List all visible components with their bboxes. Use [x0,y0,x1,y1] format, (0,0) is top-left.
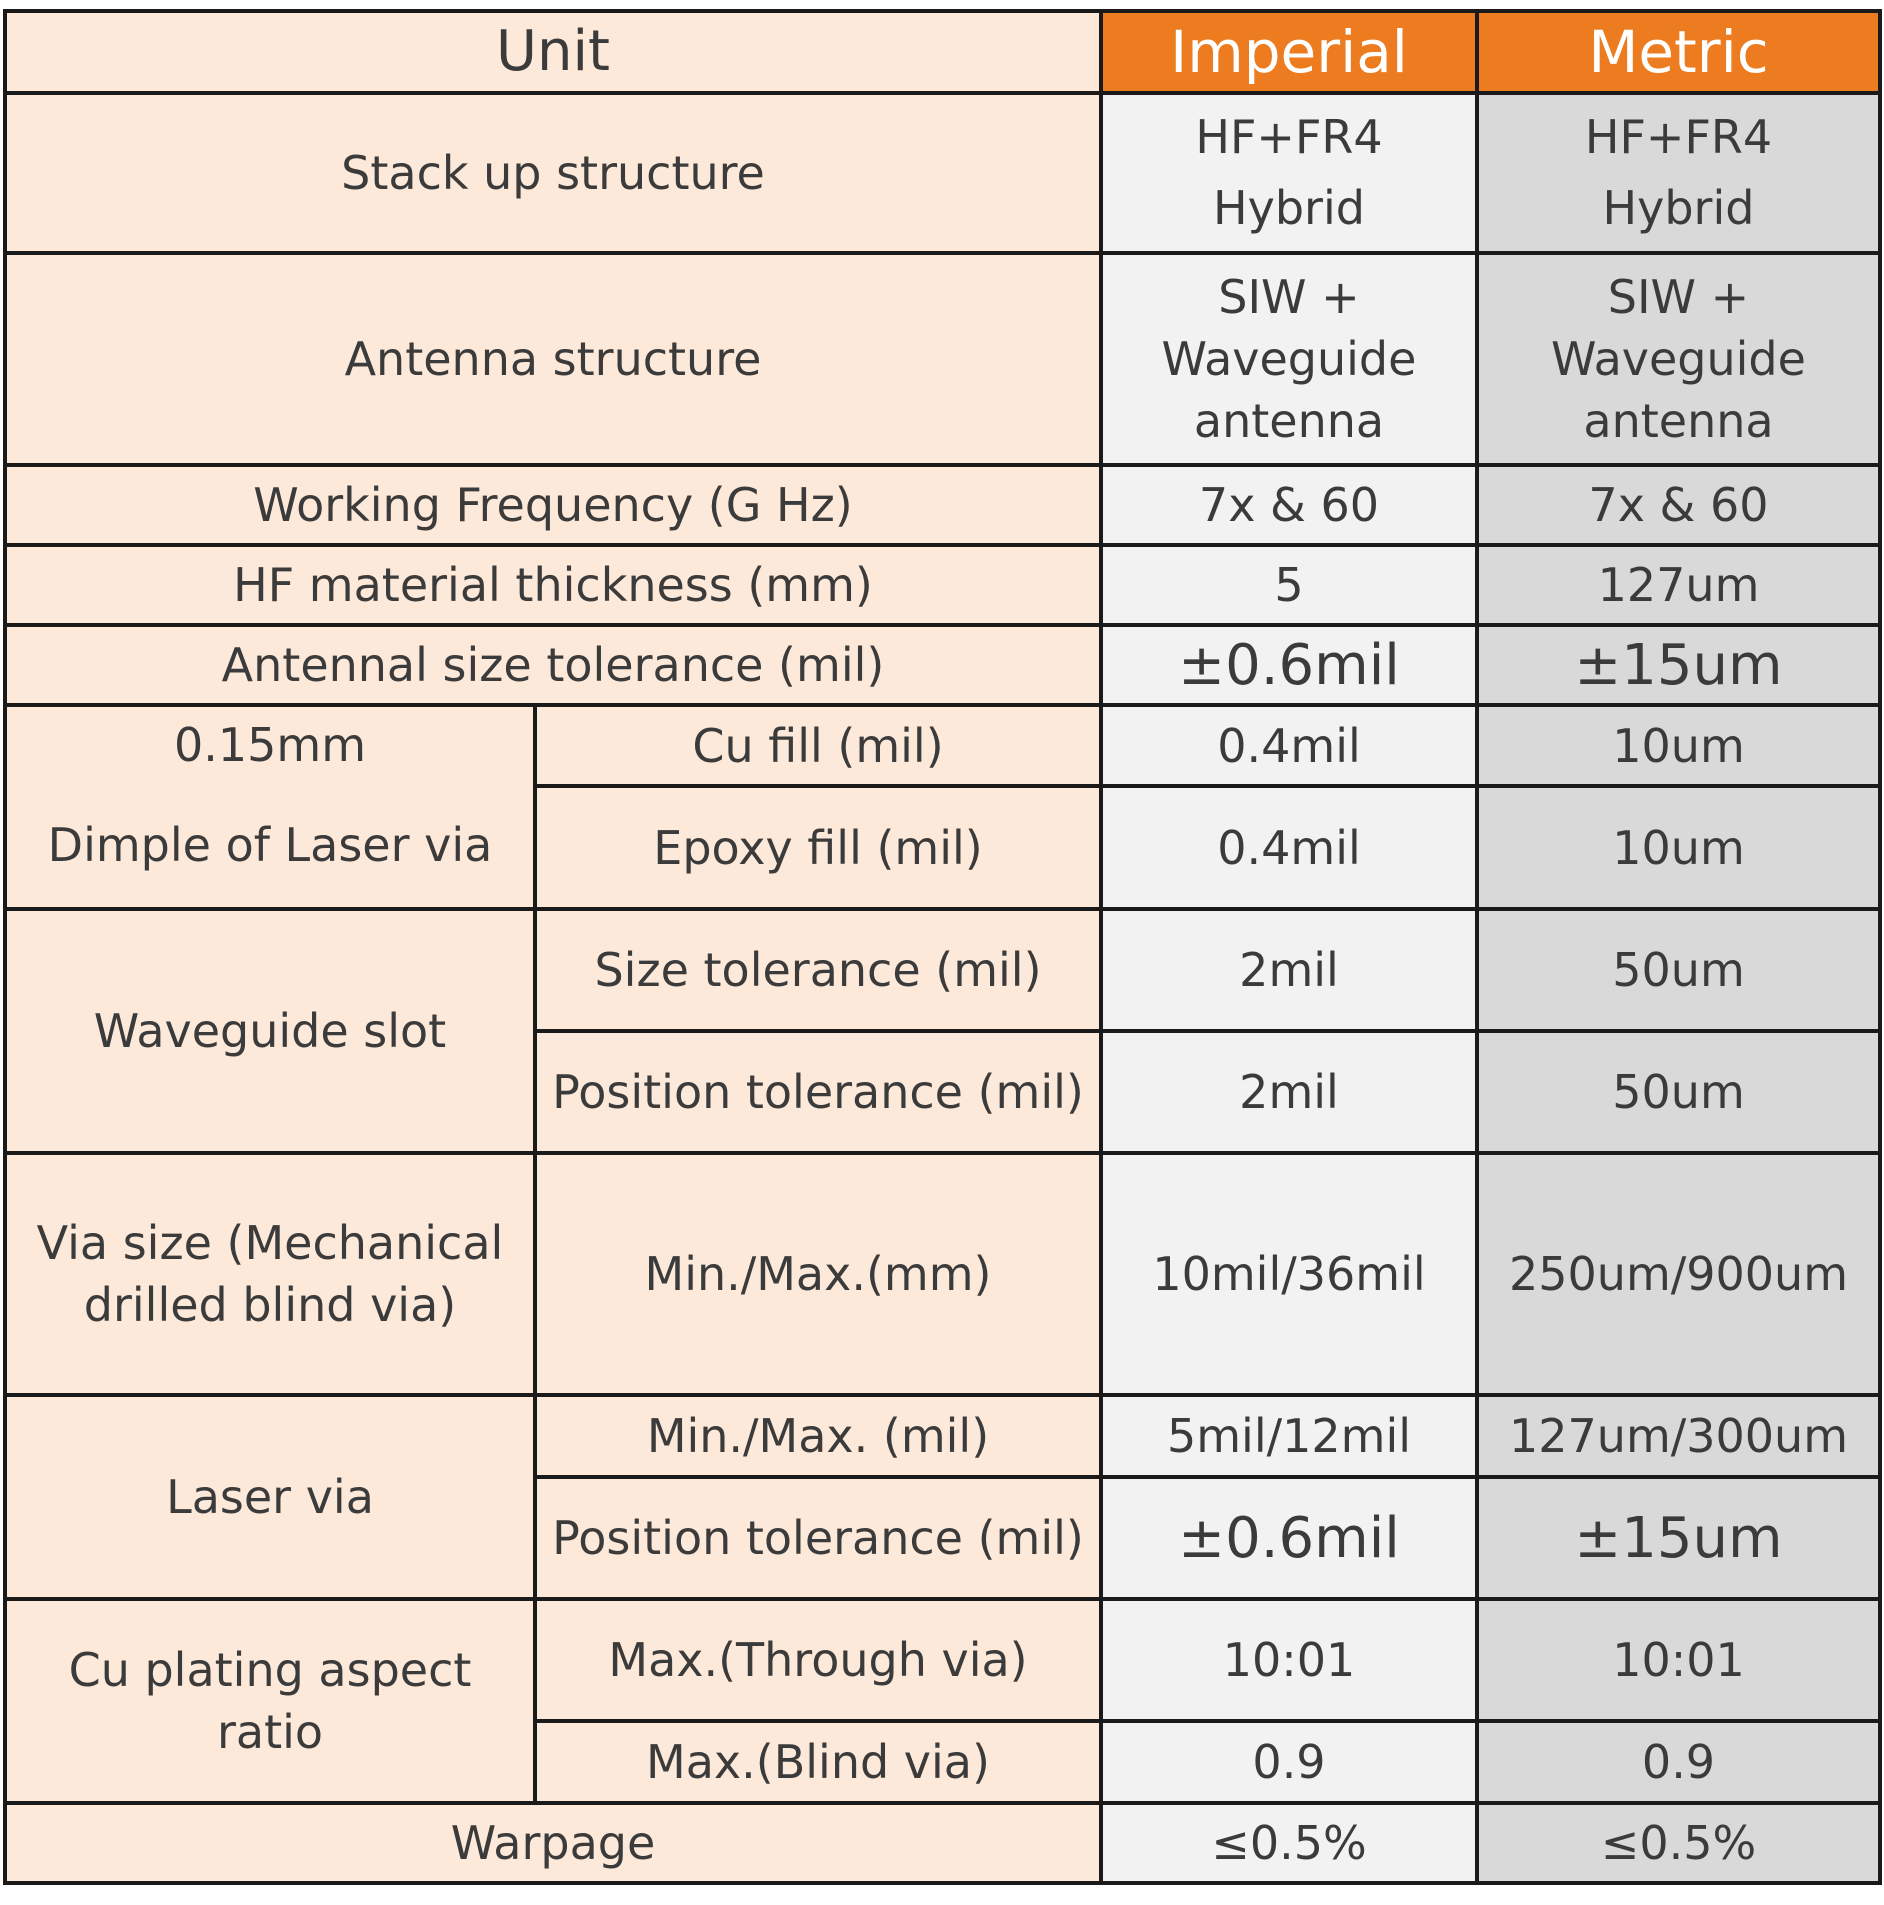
imperial-slot-size-tolerance: 2mil [1101,909,1477,1031]
header-unit: Unit [5,11,1101,93]
label-warpage: Warpage [5,1803,1101,1883]
imperial-antenna-line2: Waveguide [1161,332,1417,387]
group-dimple-line2: Dimple of Laser via [47,818,493,873]
imperial-laser-min-max: 5mil/12mil [1101,1395,1477,1477]
metric-laser-min-max: 127um/300um [1477,1395,1880,1477]
imperial-antenna-structure [1101,253,1477,465]
metric-stack-up-line1: HF+FR4 [1584,110,1773,164]
label-cu-fill: Cu fill (mil) [535,705,1101,786]
imperial-stack-up [1101,93,1477,253]
row-antenna-structure [5,253,1880,465]
metric-slot-position-tolerance: 50um [1477,1031,1880,1153]
metric-epoxy-fill: 10um [1477,786,1880,909]
header-metric: Metric [1477,11,1880,93]
imperial-slot-position-tolerance: 2mil [1101,1031,1477,1153]
imperial-antenna-tolerance: ±0.6mil [1101,625,1477,705]
metric-antenna-tolerance: ±15um [1477,625,1880,705]
metric-blind-via: 0.9 [1477,1721,1880,1803]
imperial-blind-via: 0.9 [1101,1721,1477,1803]
header-imperial: Imperial [1101,11,1477,93]
label-laser-position-tolerance: Position tolerance (mil) [535,1477,1101,1599]
label-working-frequency: Working Frequency (G Hz) [5,465,1101,545]
row-cu-fill [5,705,1880,786]
metric-hf-thickness: 127um [1477,545,1880,625]
label-slot-position-tolerance: Position tolerance (mil) [535,1031,1101,1153]
group-via-size [5,1153,535,1395]
label-hf-thickness: HF material thickness (mm) [5,545,1101,625]
group-via-size-line1: Via size (Mechanical [36,1216,504,1271]
imperial-via-min-max: 10mil/36mil [1101,1153,1477,1395]
label-slot-size-tolerance: Size tolerance (mil) [535,909,1101,1031]
label-antenna-structure: Antenna structure [5,253,1101,465]
metric-via-min-max: 250um/900um [1477,1153,1880,1395]
group-dimple-line1: 0.15mm [173,718,367,773]
row-working-frequency [5,465,1880,545]
header-row [5,11,1880,93]
row-through-via [5,1599,1880,1721]
label-stack-up: Stack up structure [5,93,1101,253]
label-epoxy-fill: Epoxy fill (mil) [535,786,1101,909]
spec-table [3,9,1882,1885]
label-through-via: Max.(Through via) [535,1599,1101,1721]
metric-antenna-line1: SIW + [1607,270,1750,325]
row-warpage [5,1803,1880,1883]
metric-working-frequency: 7x & 60 [1477,465,1880,545]
metric-slot-size-tolerance: 50um [1477,909,1880,1031]
imperial-cu-fill: 0.4mil [1101,705,1477,786]
row-hf-thickness [5,545,1880,625]
metric-antenna-line3: antenna [1583,394,1774,449]
row-laser-min-max [5,1395,1880,1477]
group-laser-via: Laser via [5,1395,535,1599]
imperial-antenna-line3: antenna [1193,394,1385,449]
imperial-laser-position-tolerance: ±0.6mil [1101,1477,1477,1599]
label-via-min-max: Min./Max.(mm) [535,1153,1101,1395]
row-via-size [5,1153,1880,1395]
imperial-through-via: 10:01 [1101,1599,1477,1721]
imperial-stack-up-line1: HF+FR4 [1195,110,1383,164]
row-antenna-tolerance [5,625,1880,705]
metric-laser-position-tolerance: ±15um [1477,1477,1880,1599]
label-antenna-tolerance: Antennal size tolerance (mil) [5,625,1101,705]
imperial-stack-up-line2: Hybrid [1213,181,1365,236]
label-laser-min-max: Min./Max. (mil) [535,1395,1101,1477]
label-blind-via: Max.(Blind via) [535,1721,1101,1803]
row-slot-size-tolerance [5,909,1880,1031]
metric-antenna-structure [1477,253,1880,465]
group-waveguide-slot: Waveguide slot [5,909,535,1153]
group-via-size-line2: drilled blind via) [83,1278,457,1333]
metric-warpage: ≤0.5% [1477,1803,1880,1883]
metric-antenna-line2: Waveguide [1551,332,1806,387]
imperial-hf-thickness: 5 [1101,545,1477,625]
metric-stack-up-line2: Hybrid [1602,181,1755,236]
imperial-warpage: ≤0.5% [1101,1803,1477,1883]
group-dimple [5,705,535,909]
group-cu-plating: Cu plating aspect ratio [5,1599,535,1803]
row-stack-up [5,93,1880,253]
imperial-epoxy-fill: 0.4mil [1101,786,1477,909]
imperial-antenna-line1: SIW + [1218,270,1360,325]
metric-through-via: 10:01 [1477,1599,1880,1721]
imperial-working-frequency: 7x & 60 [1101,465,1477,545]
metric-cu-fill: 10um [1477,705,1880,786]
metric-stack-up [1477,93,1880,253]
